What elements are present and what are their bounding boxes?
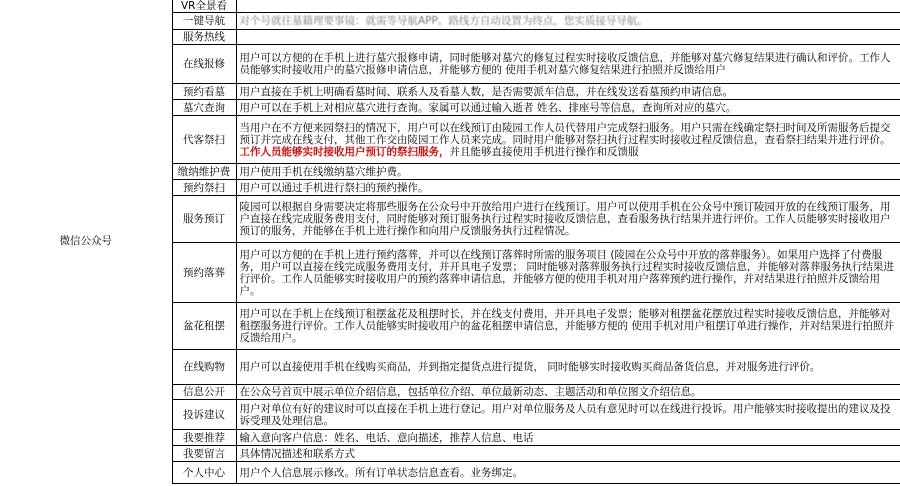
feature-description: 用户可以在手机上对相应墓穴进行查询。家属可以通过输入逝者 姓名、排座号等信息，查询所对应的墓穴。 [236, 100, 900, 116]
feature-name: 一键导航 [172, 13, 236, 30]
feature-description: 对个号就往墓籍理要事镜：就需等导航APP。路线方自动设置为终点，您实质接导导航。 [236, 13, 900, 30]
group-label: 微信公众号 [0, 0, 172, 484]
feature-name: 墓穴查询 [172, 100, 236, 116]
feature-description: 用户可以直接使用手机在线购买商品，并到指定提货点进行提货， 同时能够实时接收购买商品备货信息，并对服务进行评价。 [236, 350, 900, 385]
feature-name: 投诉建议 [172, 400, 236, 430]
description-text: 当用户在不方便来园祭扫的情况下，用户可以在线预订由陵园工作人员代替用户完成祭扫服务。用户只需在线确定祭扫时间及所需服务后提交预订并完成在线支付，其他工作交由陵园工作人员来完成。同时用户能够对祭扫执行过程实时接收过程反馈信息，查看祭扫结果并进行评价。 [239, 121, 891, 146]
description-text: 并且能够直接使用手机进行操作和反馈服 [449, 145, 639, 158]
feature-description: 具体情况描述和联系方式 [236, 446, 900, 462]
feature-description: 用户直接在手机上明确看墓时间、联系人及看墓人数，是否需要派车信息，并在线发送看墓预约申请信息。 [236, 84, 900, 100]
feature-name: 预约看墓 [172, 84, 236, 100]
feature-name: 盆花租摆 [172, 303, 236, 350]
feature-name: 我要留言 [172, 446, 236, 462]
feature-description [236, 30, 900, 45]
feature-description: 用户可以方便的在手机上进行预约落葬，并可以在线预订落葬时所需的服务项目 (陵园在公众号中开放的落葬服务）。如果用户选择了付费服务，用户可以直接在线完成服务费用支付，并开具电子发票； 同时能够对落葬服务执行过程实时接收反馈信息，并能够对落葬服务执行结果进行评价。工作人员能够实时接收用户的预约落葬申请信息，并能够方便的使用手机对用户落葬预约进行操作，并对结果进行拍照并反馈给用户。 [236, 243, 900, 303]
feature-name: 预约落葬 [172, 243, 236, 303]
table-row [0, 0, 900, 13]
feature-description [236, 0, 900, 13]
feature-description: 用户个人信息展示修改。所有订单状态信息查看。业务绑定。 [236, 462, 900, 484]
feature-name: 服务预订 [172, 196, 236, 243]
feature-name: 预约祭扫 [172, 180, 236, 196]
feature-name: 代客祭扫 [172, 116, 236, 164]
feature-description: 陵园可以根据自身需要决定将那些服务在公众号中开放给用户进行在线预订。用户可以使用手机在公众号中预订陵园开放的在线预订服务，用户直接在线完成服务费用支付，同时能够对预订服务执行过程实时接收反馈信息，查看服务执行结果并进行评价。工作人员能够实时接收用户预订的服务，并能够在手机上进行操作和向用户反馈服务执行过程情况。 [236, 196, 900, 243]
feature-name: 服务热线 [172, 30, 236, 45]
feature-name: 信息公开 [172, 385, 236, 400]
feature-description: 用户可以在手机上在线预订租摆盆花及租摆时长，并在线支付费用，并开具电子发票；能够对租摆盆花摆放过程实时接收反馈信息，并能够对租摆服务进行评价。工作人员能够实时接收用户的盆花租摆申请信息，并能够方便的 使用手机对用户租摆订单进行操作，并对结果进行拍照并反馈给用户。 [236, 303, 900, 350]
feature-description: 用户对单位有好的建议时可以直接在手机上进行登记。用户对单位服务及人员有意见时可以在线进行投诉。用户能够实时接收提出的建议及投诉受理及处理信息。 [236, 400, 900, 430]
feature-description: 用户可以方便的在手机上进行墓穴报修申请，同时能够对墓穴的修复过程实时接收反馈信息，并能够对墓穴修复结果进行确认和评价。工作人员能够实时接收用户的墓穴报修申请信息，并能够方便的 使用手机对墓穴修复结果进行拍照并反馈给用户 [236, 45, 900, 84]
feature-description: 在公众号首页中展示单位介绍信息，包括单位介绍、单位最新动态、主题活动和单位图文介绍信息。 [236, 385, 900, 400]
feature-description: 用户可以通过手机进行祭扫的预约操作。 [236, 180, 900, 196]
highlighted-text: 工作人员能够实时接收用户预订的祭扫服务， [239, 145, 450, 158]
feature-description: 用户使用手机在线缴纳墓穴维护费。 [236, 164, 900, 180]
feature-name: VR全景看 [172, 0, 236, 13]
feature-name: 我要推荐 [172, 430, 236, 446]
feature-description [236, 116, 900, 164]
feature-description: 输入意向客户信息：姓名、电话、意向描述，推荐人信息、电话 [236, 430, 900, 446]
feature-name: 缴纳维护费 [172, 164, 236, 180]
feature-name: 在线购物 [172, 350, 236, 385]
feature-name: 在线报修 [172, 45, 236, 84]
feature-name: 个人中心 [172, 462, 236, 484]
